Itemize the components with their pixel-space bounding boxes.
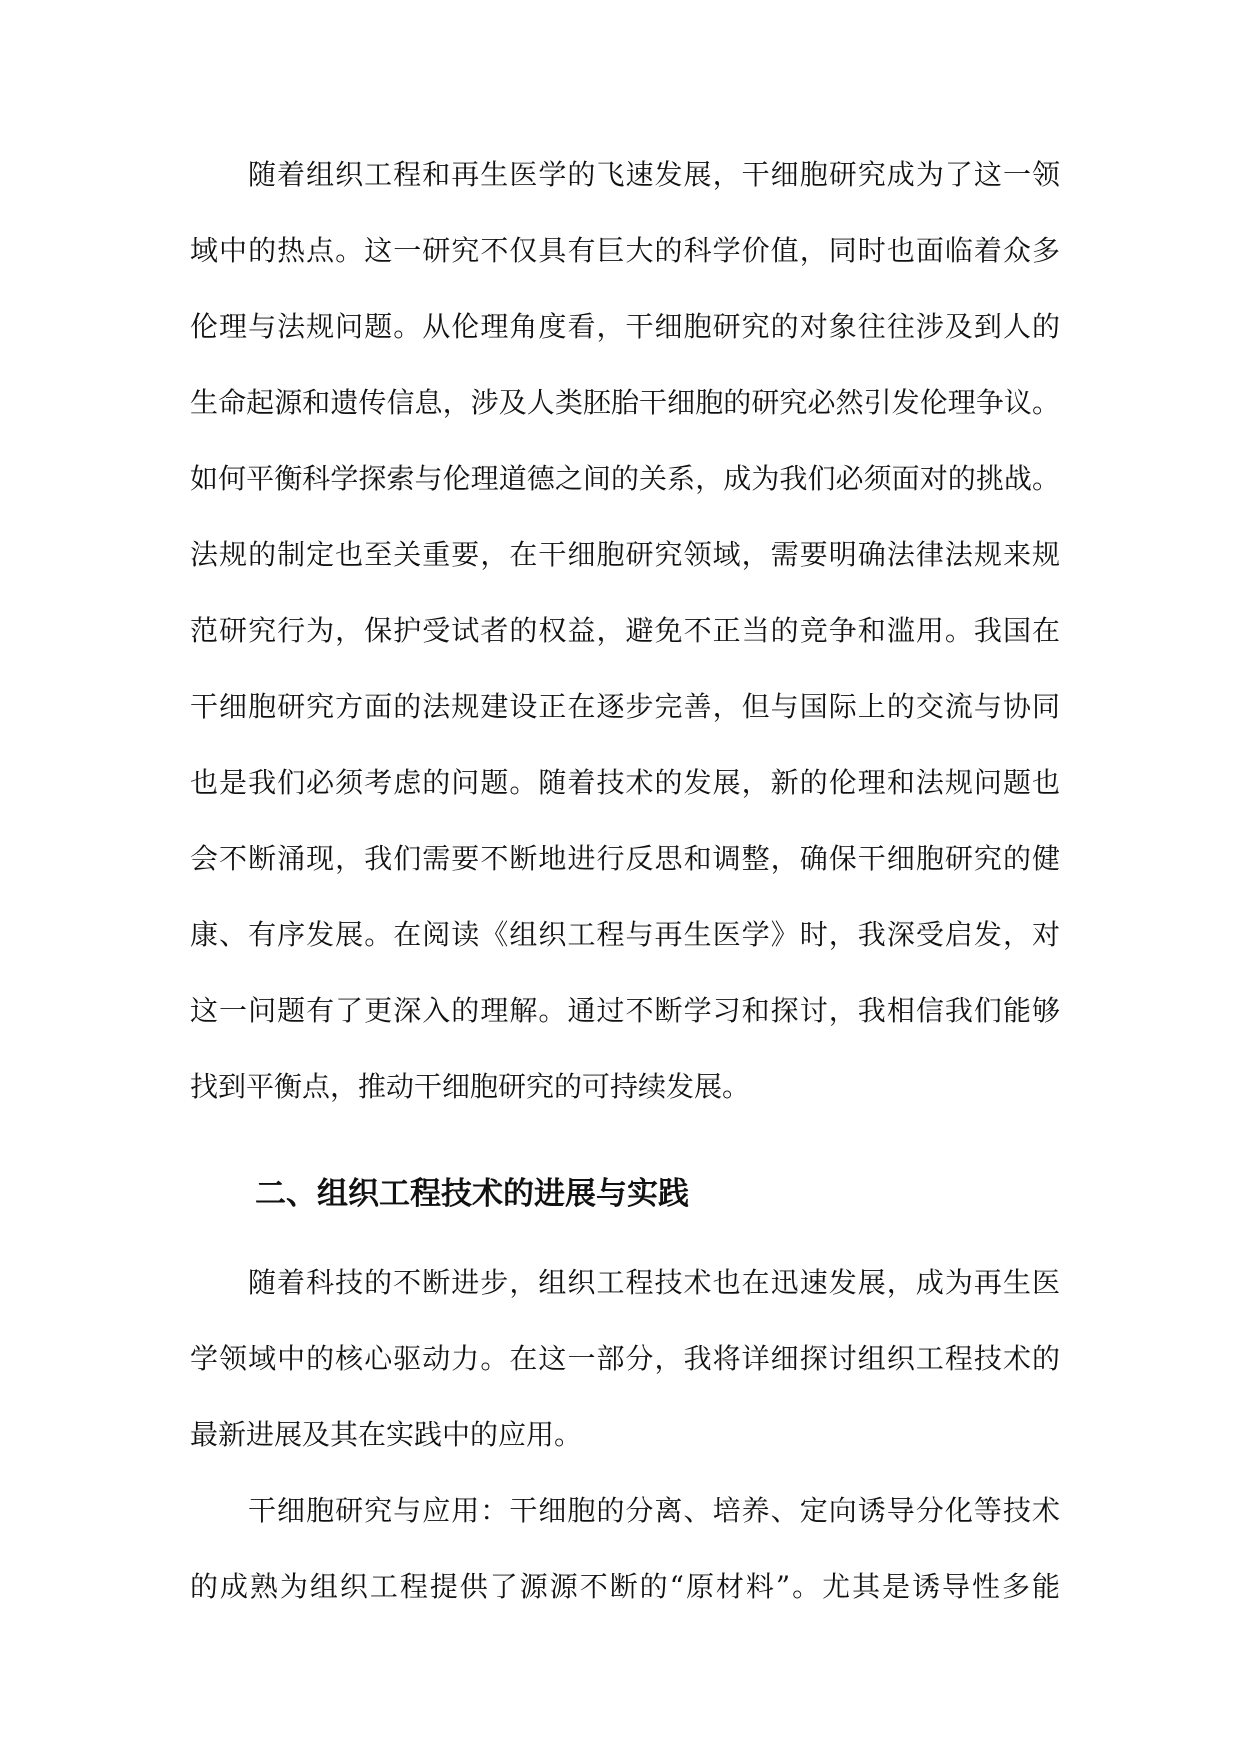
text-line: 这一问题有了更深入的理解。通过不断学习和探讨，我相信我们能够: [190, 994, 1060, 1027]
text-line: 伦理与法规问题。从伦理角度看，干细胞研究的对象往往涉及到人的: [190, 310, 1060, 343]
text-line: 的成熟为组织工程提供了源源不断的“原材料”。尤其是诱导性多能: [190, 1570, 1060, 1603]
text-line: 随着科技的不断进步，组织工程技术也在迅速发展，成为再生医: [248, 1266, 1060, 1299]
text-line: 域中的热点。这一研究不仅具有巨大的科学价值，同时也面临着众多: [190, 234, 1060, 267]
paragraph-stem-cell-ethics: [190, 137, 1060, 1125]
paragraph-stem-cell-application: [190, 1473, 1060, 1625]
text-line: 生命起源和遗传信息，涉及人类胚胎干细胞的研究必然引发伦理争议。: [190, 386, 1060, 419]
text-line: 如何平衡科学探索与伦理道德之间的关系，成为我们必须面对的挑战。: [190, 462, 1060, 495]
text-line: 也是我们必须考虑的问题。随着技术的发展，新的伦理和法规问题也: [190, 766, 1060, 799]
text-line: 法规的制定也至关重要，在干细胞研究领域，需要明确法律法规来规: [190, 538, 1060, 571]
text-line: 随着组织工程和再生医学的飞速发展，干细胞研究成为了这一领: [248, 158, 1060, 191]
text-line: 干细胞研究方面的法规建设正在逐步完善，但与国际上的交流与协同: [190, 690, 1060, 723]
text-line: 找到平衡点，推动干细胞研究的可持续发展。: [190, 1070, 751, 1103]
text-line: 会不断涌现，我们需要不断地进行反思和调整，确保干细胞研究的健: [190, 842, 1060, 875]
text-line: 康、有序发展。在阅读《组织工程与再生医学》时，我深受启发，对: [190, 918, 1060, 951]
text-line: 范研究行为，保护受试者的权益，避免不正当的竞争和滥用。我国在: [190, 614, 1060, 647]
paragraph-tissue-engineering-intro: [190, 1245, 1060, 1473]
text-line: 干细胞研究与应用：干细胞的分离、培养、定向诱导分化等技术: [248, 1494, 1060, 1527]
section-heading: 二、组织工程技术的进展与实践: [255, 1176, 689, 1212]
text-line: 最新进展及其在实践中的应用。: [190, 1418, 583, 1451]
text-line: 学领域中的核心驱动力。在这一部分，我将详细探讨组织工程技术的: [190, 1342, 1060, 1375]
